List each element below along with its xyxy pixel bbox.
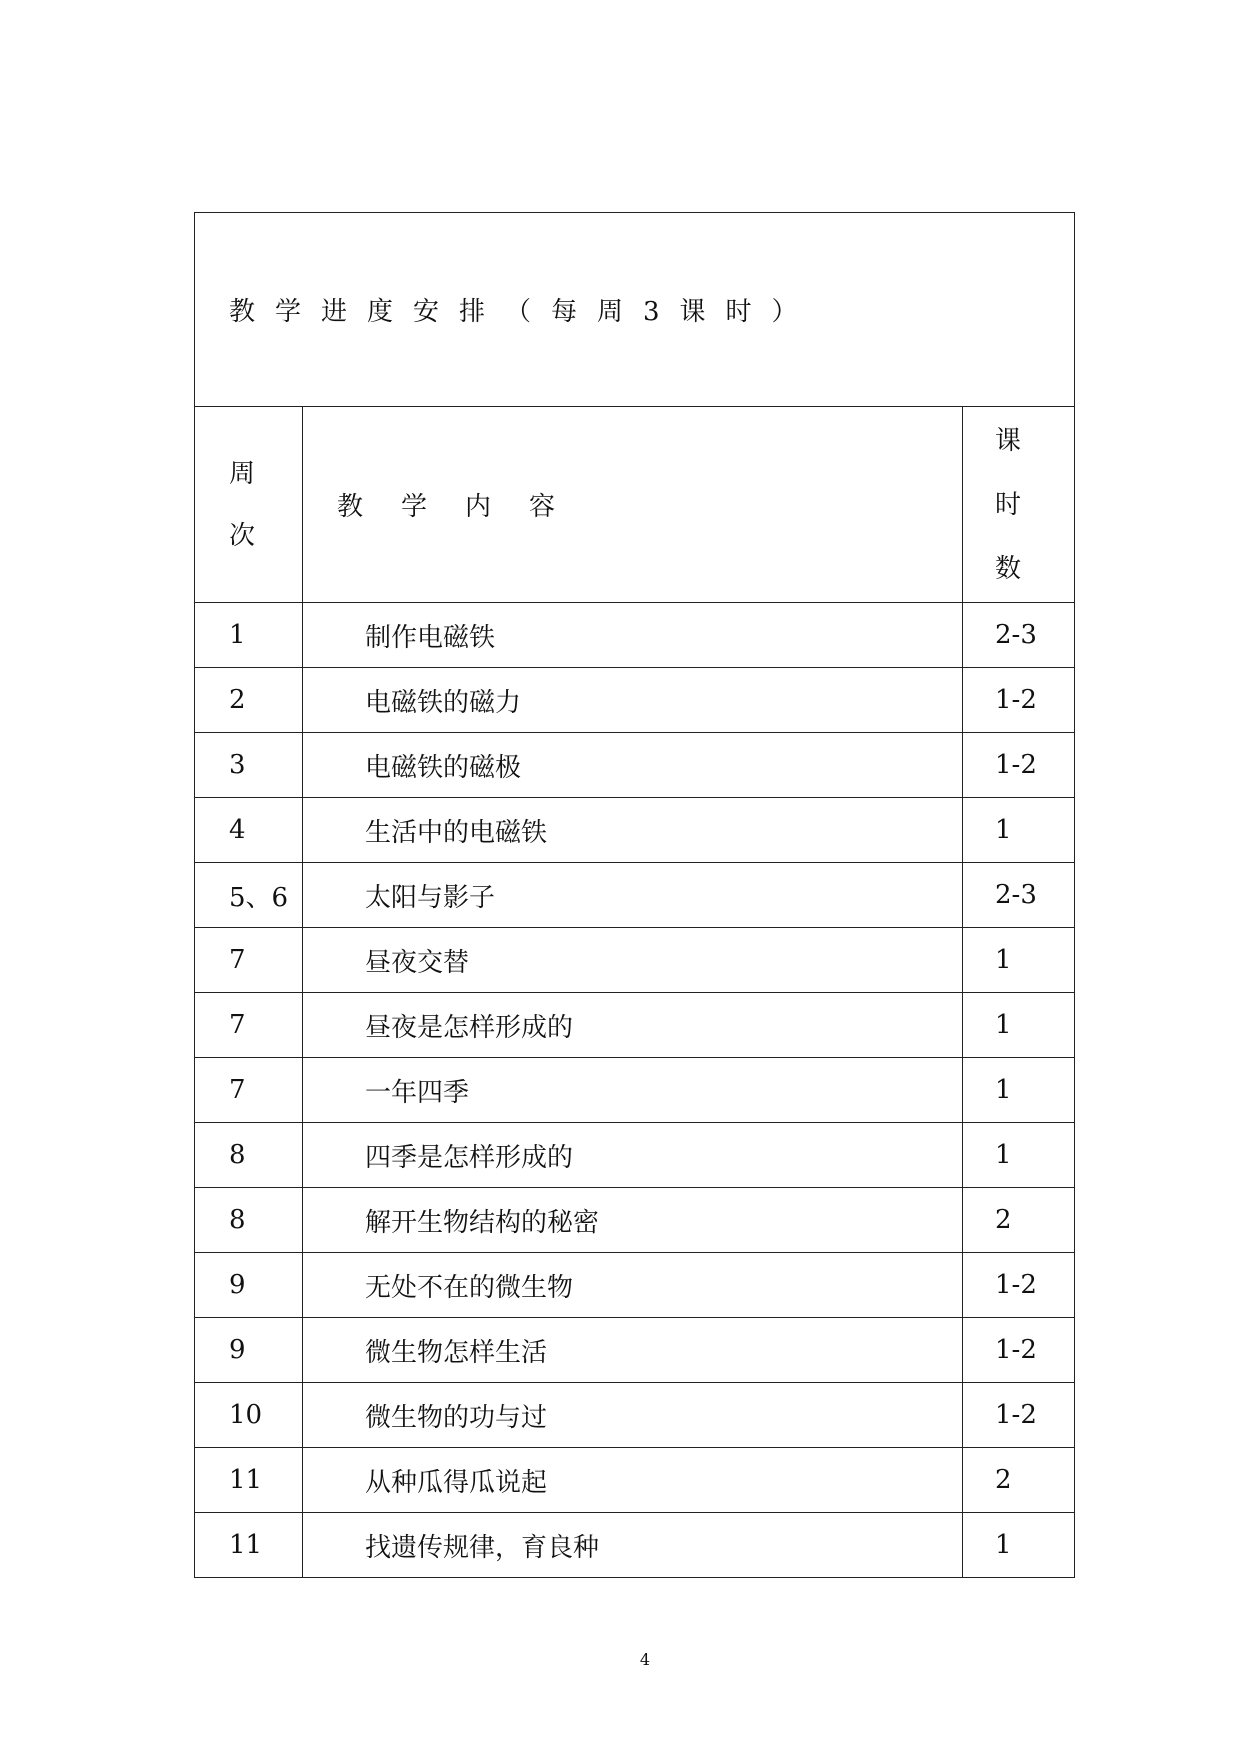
week-cell: 11 xyxy=(195,1513,303,1578)
teaching-schedule-table xyxy=(194,212,1075,1578)
week-cell: 1 xyxy=(195,603,303,668)
table-row xyxy=(195,733,1075,798)
week-cell: 7 xyxy=(195,928,303,993)
week-column-header xyxy=(195,407,303,603)
content-cell: 无处不在的微生物 xyxy=(303,1253,963,1318)
table-row xyxy=(195,1253,1075,1318)
content-cell: 电磁铁的磁力 xyxy=(303,668,963,733)
hours-cell: 1 xyxy=(963,1513,1075,1578)
table-row xyxy=(195,1383,1075,1448)
table-row xyxy=(195,798,1075,863)
content-cell: 找遗传规律，育良种 xyxy=(303,1513,963,1578)
content-cell: 昼夜交替 xyxy=(303,928,963,993)
hours-cell: 2 xyxy=(963,1448,1075,1513)
table-row xyxy=(195,1188,1075,1253)
table-row xyxy=(195,1513,1075,1578)
week-cell: 7 xyxy=(195,1058,303,1123)
table-row xyxy=(195,993,1075,1058)
hours-cell: 1-2 xyxy=(963,1383,1075,1448)
table-row xyxy=(195,928,1075,993)
week-cell: 11 xyxy=(195,1448,303,1513)
header-row xyxy=(195,407,1075,603)
content-cell: 解开生物结构的秘密 xyxy=(303,1188,963,1253)
week-cell: 8 xyxy=(195,1188,303,1253)
title-cell xyxy=(195,213,1075,407)
week-cell: 3 xyxy=(195,733,303,798)
table-row xyxy=(195,1123,1075,1188)
content-cell: 电磁铁的磁极 xyxy=(303,733,963,798)
hours-cell: 1-2 xyxy=(963,1318,1075,1383)
hours-cell: 2 xyxy=(963,1188,1075,1253)
hours-header-line: 时 xyxy=(995,489,1022,520)
week-cell: 10 xyxy=(195,1383,303,1448)
table-row xyxy=(195,603,1075,668)
title-row xyxy=(195,213,1075,407)
table-row xyxy=(195,1448,1075,1513)
week-cell: 9 xyxy=(195,1253,303,1318)
content-header-text: 教学内容 xyxy=(337,492,594,522)
hours-cell: 1 xyxy=(963,1058,1075,1123)
week-header-line: 次 xyxy=(229,520,256,551)
week-cell: 8 xyxy=(195,1123,303,1188)
hours-cell: 1-2 xyxy=(963,1253,1075,1318)
hours-cell: 1 xyxy=(963,798,1075,863)
content-cell: 生活中的电磁铁 xyxy=(303,798,963,863)
hours-cell: 1 xyxy=(963,993,1075,1058)
content-cell: 一年四季 xyxy=(303,1058,963,1123)
week-cell: 4 xyxy=(195,798,303,863)
week-cell: 2 xyxy=(195,668,303,733)
content-cell: 太阳与影子 xyxy=(303,863,963,928)
page-number: 4 xyxy=(639,1650,651,1669)
hours-cell: 2-3 xyxy=(963,863,1075,928)
table-title: 教学进度安排（每周3课时） xyxy=(229,297,818,327)
content-column-header xyxy=(303,407,963,603)
table-row xyxy=(195,1058,1075,1123)
hours-column-header xyxy=(963,407,1075,603)
hours-cell: 1-2 xyxy=(963,668,1075,733)
hours-header-line: 课 xyxy=(995,425,1022,456)
content-cell: 从种瓜得瓜说起 xyxy=(303,1448,963,1513)
table-row xyxy=(195,1318,1075,1383)
week-header-line: 周 xyxy=(229,458,256,489)
content-cell: 微生物的功与过 xyxy=(303,1383,963,1448)
hours-cell: 1 xyxy=(963,928,1075,993)
table-row xyxy=(195,668,1075,733)
content-cell: 四季是怎样形成的 xyxy=(303,1123,963,1188)
content-cell: 制作电磁铁 xyxy=(303,603,963,668)
week-cell: 5、6 xyxy=(195,863,303,928)
week-cell: 7 xyxy=(195,993,303,1058)
hours-cell: 1 xyxy=(963,1123,1075,1188)
content-cell: 昼夜是怎样形成的 xyxy=(303,993,963,1058)
hours-header-line: 数 xyxy=(995,553,1022,584)
content-cell: 微生物怎样生活 xyxy=(303,1318,963,1383)
hours-cell: 2-3 xyxy=(963,603,1075,668)
hours-cell: 1-2 xyxy=(963,733,1075,798)
week-cell: 9 xyxy=(195,1318,303,1383)
table-row xyxy=(195,863,1075,928)
